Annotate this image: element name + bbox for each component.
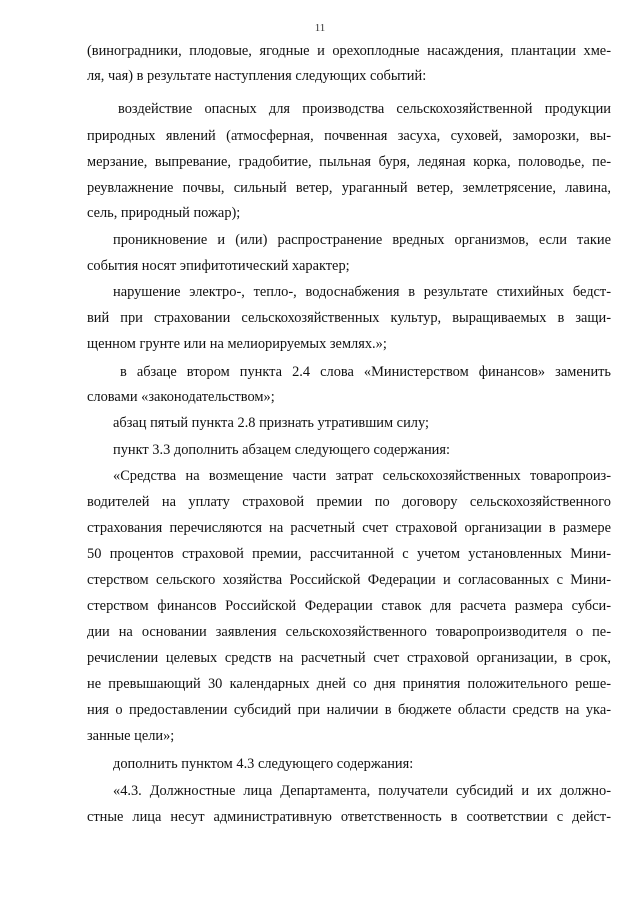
- text-line: проникновение и (или) распространение вредных организмов, если такие: [113, 232, 611, 248]
- text-line: занные цели»;: [87, 728, 175, 744]
- text-line: стерством сельского хозяйства Российской Федерации и согласованных с Мини-: [87, 572, 611, 588]
- text-line: словами «законодательством»;: [87, 389, 275, 405]
- text-line: дополнить пунктом 4.3 следующего содержания:: [113, 756, 414, 772]
- text-line: ния о предоставлении субсидий при наличии в бюджете области средств на ука-: [87, 702, 611, 718]
- page-number: 11: [314, 22, 326, 34]
- text-line: воздействие опасных для производства сельскохозяйственной продукции: [118, 101, 611, 117]
- text-line: вий при страховании сельскохозяйственных культур, выращиваемых в защи-: [87, 310, 611, 326]
- text-line: абзац пятый пункта 2.8 признать утратившим силу;: [113, 415, 429, 431]
- text-line: сель, природный пожар);: [87, 205, 241, 221]
- text-line: водителей на уплату страховой премии по договору сельскохозяйственного: [87, 494, 611, 510]
- text-line: в абзаце втором пункта 2.4 слова «Министерством финансов» заменить: [120, 364, 611, 380]
- text-line: реувлажнение почвы, сильный ветер, ураганный ветер, землетрясение, лавина,: [87, 180, 611, 196]
- text-line: (виноградники, плодовые, ягодные и орехоплодные насаждения, плантации хме-: [87, 43, 611, 59]
- text-line: щенном грунте или на мелиорируемых землях.»;: [87, 336, 387, 352]
- text-line: мерзание, выпревание, градобитие, пыльная буря, ледяная корка, половодье, пе-: [87, 154, 611, 170]
- text-line: страхования перечисляются на расчетный счет страховой организации в размере: [87, 520, 611, 536]
- text-line: не превышающий 30 календарных дней со дня принятия положительного реше-: [87, 676, 611, 692]
- text-line: события носят эпифитотический характер;: [87, 258, 350, 274]
- text-line: природных явлений (атмосферная, почвенная засуха, суховей, заморозки, вы-: [87, 128, 611, 144]
- text-line: ля, чая) в результате наступления следующих событий:: [87, 68, 427, 84]
- text-line: «4.3. Должностные лица Департамента, получатели субсидий и их должно-: [113, 783, 611, 799]
- text-line: «Средства на возмещение части затрат сельскохозяйственных товаропроиз-: [113, 468, 611, 484]
- text-line: нарушение электро-, тепло-, водоснабжения в результате стихийных бедст-: [113, 284, 611, 300]
- text-line: стерством финансов Российской Федерации ставок для расчета размера субси-: [87, 598, 611, 614]
- text-line: пункт 3.3 дополнить абзацем следующего содержания:: [113, 442, 450, 458]
- text-line: речислении целевых средств на расчетный счет страховой организации, в срок,: [87, 650, 611, 666]
- text-line: 50 процентов страховой премии, рассчитанной с учетом установленных Мини-: [87, 546, 611, 562]
- text-line: стные лица несут административную ответственность в соответствии с дейст-: [87, 809, 611, 825]
- text-line: дии на основании заявления сельскохозяйственного товаропроизводителя о пе-: [87, 624, 611, 640]
